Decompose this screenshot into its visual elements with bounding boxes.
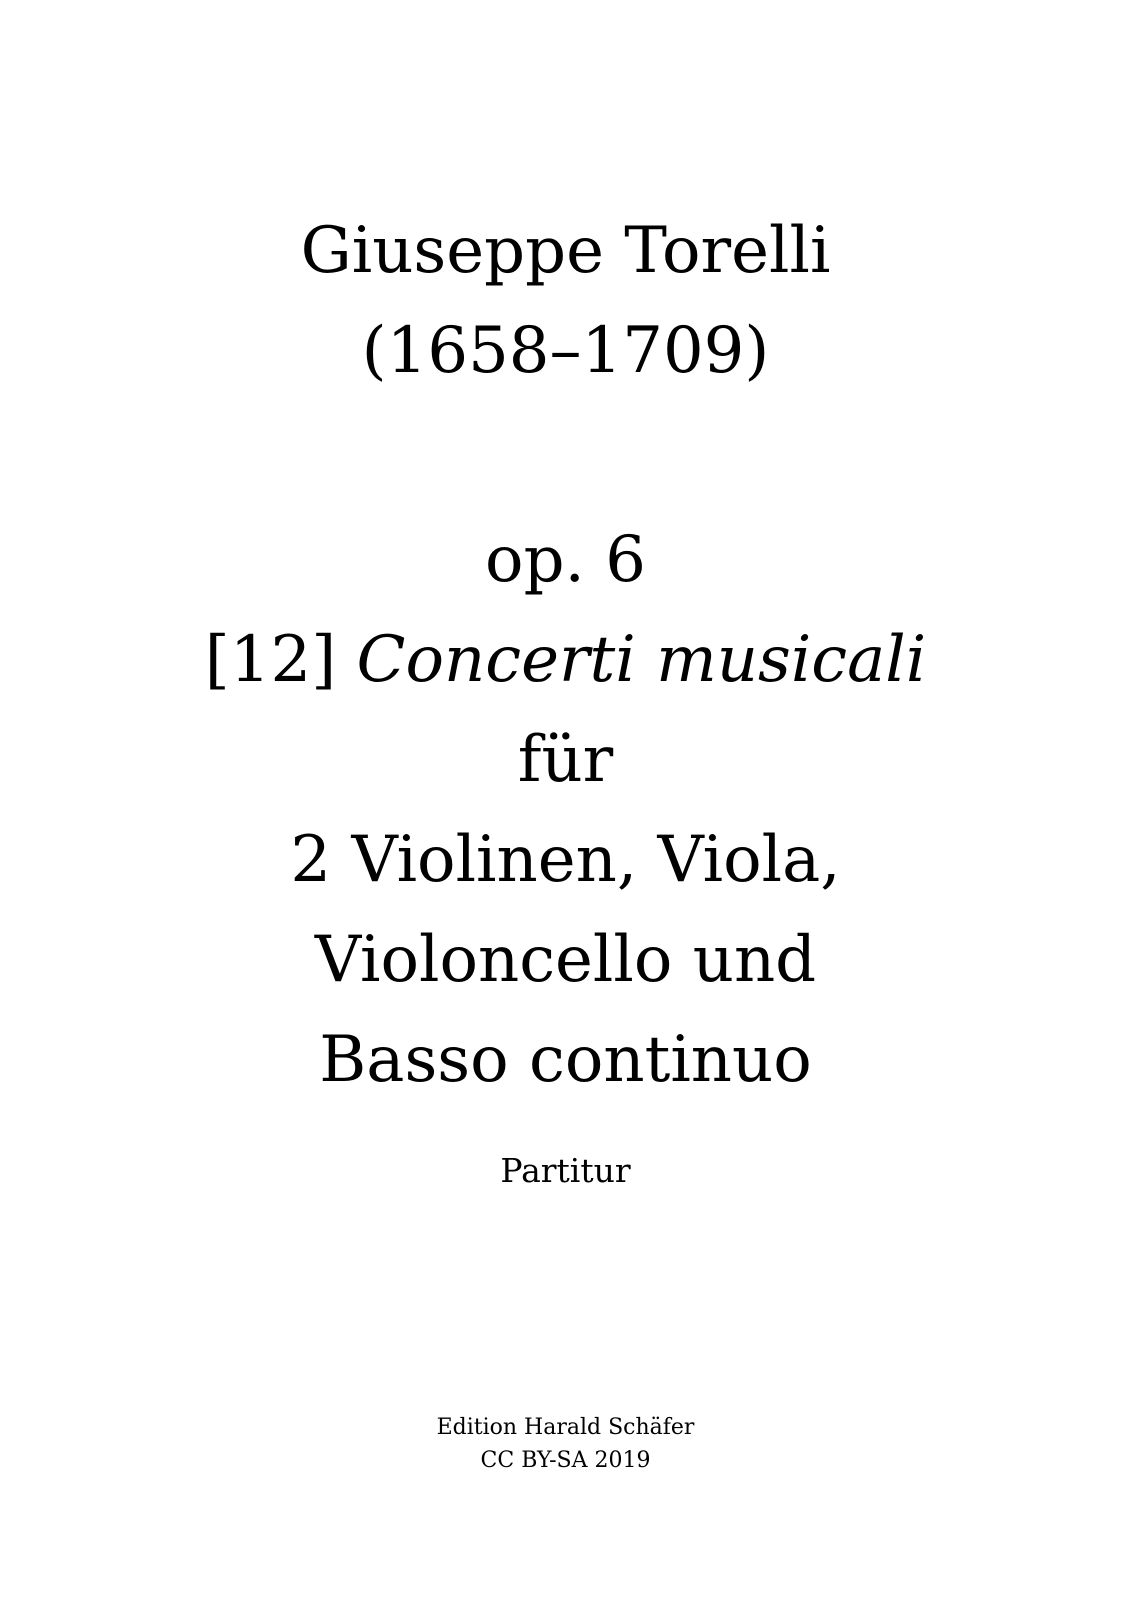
composer-dates: (1658–1709) xyxy=(361,314,770,388)
score-type-block xyxy=(0,1151,1131,1191)
composer-block xyxy=(0,201,1131,401)
instrumentation-line-3: Basso continuo xyxy=(319,1023,812,1097)
instrumentation-line-2: Violoncello und xyxy=(314,923,817,997)
work-title: Concerti musicali xyxy=(356,623,927,697)
composer-name: Giuseppe Torelli xyxy=(300,214,831,288)
work-title-line xyxy=(0,610,1131,710)
score-type-label: Partitur xyxy=(500,1151,631,1190)
opus-number: op. 6 xyxy=(485,523,646,597)
license-line: CC BY-SA 2019 xyxy=(480,1448,651,1473)
work-block xyxy=(0,510,1131,1110)
fuer-label: für xyxy=(517,723,614,797)
publisher-line: Edition Harald Schäfer xyxy=(436,1415,695,1440)
instrumentation-line-1: 2 Violinen, Viola, xyxy=(290,823,841,897)
work-title-prefix: [12] xyxy=(204,623,357,697)
footer-block xyxy=(0,1411,1131,1477)
